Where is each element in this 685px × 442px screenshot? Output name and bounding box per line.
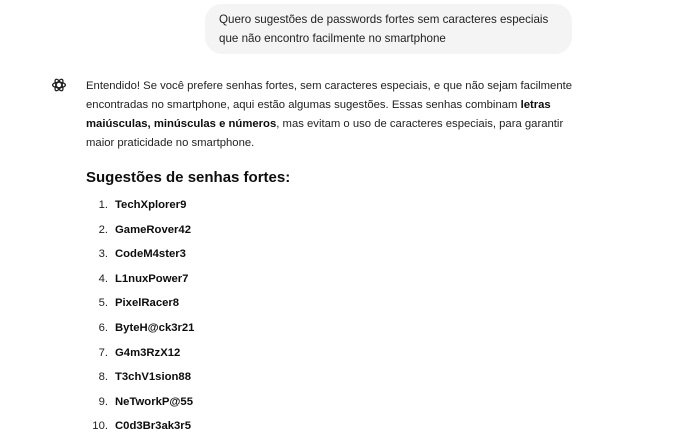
list-item: [86, 414, 586, 439]
item-number: 9.: [98, 395, 108, 408]
password-text: C0d3Br3ak3r5: [115, 420, 191, 433]
item-number: 7.: [98, 346, 108, 359]
list-item: [86, 267, 586, 292]
list-item: [86, 242, 586, 267]
item-number: 10.: [92, 420, 108, 433]
assistant-intro-paragraph: [86, 77, 586, 153]
intro-text-part2: , mas evitam o uso de caracteres especiais, para garantir maior praticidade no smartphone.: [86, 118, 564, 149]
list-item: [86, 316, 586, 341]
item-number: 8.: [98, 371, 108, 384]
list-item: [86, 291, 586, 316]
password-text: CodeM4ster3: [115, 248, 186, 261]
item-number: 4.: [98, 272, 108, 285]
password-text: L1nuxPower7: [115, 272, 189, 285]
password-text: GameRover42: [115, 223, 191, 236]
item-number: 2.: [98, 223, 108, 236]
list-item: [86, 365, 586, 390]
item-number: 1.: [98, 199, 108, 211]
list-item: [86, 390, 586, 415]
openai-logo-icon: [51, 77, 67, 93]
user-message-text: Quero sugestões de passwords fortes sem caracteres especiais que não encontro facilmente no smartphone: [219, 13, 549, 45]
password-text: G4m3RzX12: [115, 346, 181, 359]
intro-bold-text: letras maiúsculas, minúsculas e números: [86, 99, 551, 130]
list-item: [86, 341, 586, 366]
password-list: [86, 193, 586, 439]
item-number: 5.: [98, 297, 108, 310]
password-text: ByteH@ck3r21: [115, 321, 195, 334]
assistant-message: [86, 77, 586, 439]
password-text: T3chV1sion88: [115, 371, 191, 384]
intro-text-part1: Entendido! Se você prefere senhas fortes, sem caracteres especiais, e que não sejam facilmente encontradas no smartphone, aqui estão algumas sugestões. Essas senhas combinam: [86, 80, 573, 111]
list-item: [86, 193, 586, 218]
section-heading: Sugestões de senhas fortes:: [86, 169, 291, 186]
password-text: TechXplorer9: [115, 199, 187, 211]
user-message-bubble: [205, 4, 572, 54]
password-text: NeTworkP@55: [115, 395, 193, 408]
password-text: PixelRacer8: [115, 297, 180, 310]
item-number: 3.: [98, 248, 108, 261]
list-item: [86, 218, 586, 243]
item-number: 6.: [98, 321, 108, 334]
